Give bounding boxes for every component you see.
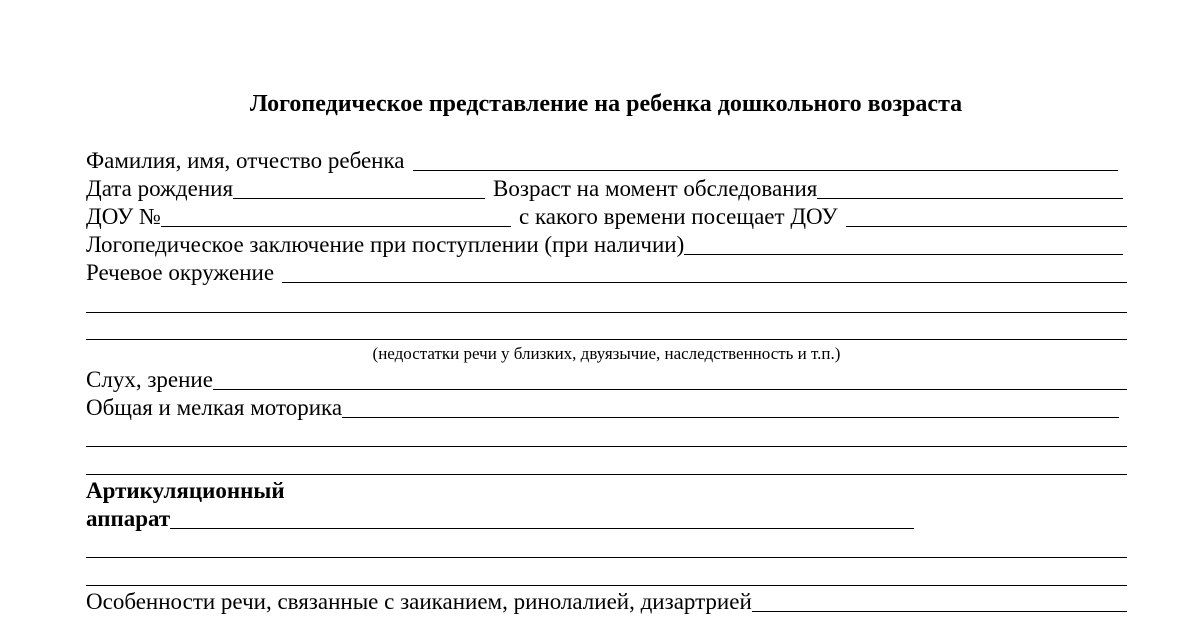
- articulation-blank-3[interactable]: [86, 585, 1127, 586]
- speech-env-blank[interactable]: [282, 262, 1127, 283]
- speech-env-blank-2[interactable]: [86, 312, 1127, 313]
- document-title: Логопедическое представление на ребенка дошкольного возраста: [249, 91, 963, 117]
- since-label: с какого времени посещает ДОУ: [519, 204, 838, 229]
- age-blank[interactable]: [817, 178, 1123, 199]
- motor-row: [86, 394, 1119, 422]
- conclusion-blank[interactable]: [684, 234, 1123, 255]
- speech-env-blank-3[interactable]: [86, 339, 1127, 340]
- speech-features-label: Особенности речи, связанные с заиканием, ринолалией, дизартрией: [86, 589, 752, 614]
- motor-blank[interactable]: [342, 397, 1119, 418]
- speech-env-row: [86, 259, 1127, 287]
- articulation-blank-2[interactable]: [86, 557, 1127, 558]
- motor-label: Общая и мелкая моторика: [86, 395, 343, 420]
- articulation-blank[interactable]: [170, 508, 914, 529]
- articulation-label-line1: Артикуляционный: [86, 478, 285, 503]
- speech-features-row: [86, 588, 1127, 616]
- dob-age-row: [86, 175, 1123, 203]
- articulation-row: [86, 505, 914, 533]
- hearing-vision-blank[interactable]: [213, 369, 1127, 390]
- speech-env-note: (недостатки речи у близких, двуязычие, наследственность и т.п.): [372, 344, 841, 363]
- fio-blank[interactable]: [413, 150, 1118, 171]
- fio-label: Фамилия, имя, отчество ребенка: [86, 148, 405, 173]
- conclusion-row: [86, 231, 1123, 259]
- speech-env-label: Речевое окружение: [86, 260, 275, 285]
- dou-label: ДОУ №: [86, 204, 161, 229]
- age-label: Возраст на момент обследования: [493, 176, 818, 201]
- motor-blank-3[interactable]: [86, 474, 1127, 475]
- dou-number-blank[interactable]: [161, 206, 511, 227]
- hearing-vision-label: Слух, зрение: [86, 367, 213, 392]
- dob-label: Дата рождения: [86, 176, 234, 201]
- articulation-label-line2: аппарат: [86, 506, 171, 531]
- fio-row: [86, 147, 1118, 175]
- hearing-vision-row: [86, 366, 1127, 394]
- speech-features-blank[interactable]: [752, 591, 1127, 612]
- motor-blank-2[interactable]: [86, 446, 1127, 447]
- conclusion-label: Логопедическое заключение при поступлении (при наличии): [86, 232, 685, 257]
- dob-blank[interactable]: [233, 178, 485, 199]
- since-blank[interactable]: [846, 206, 1127, 227]
- dou-row: [86, 203, 1127, 231]
